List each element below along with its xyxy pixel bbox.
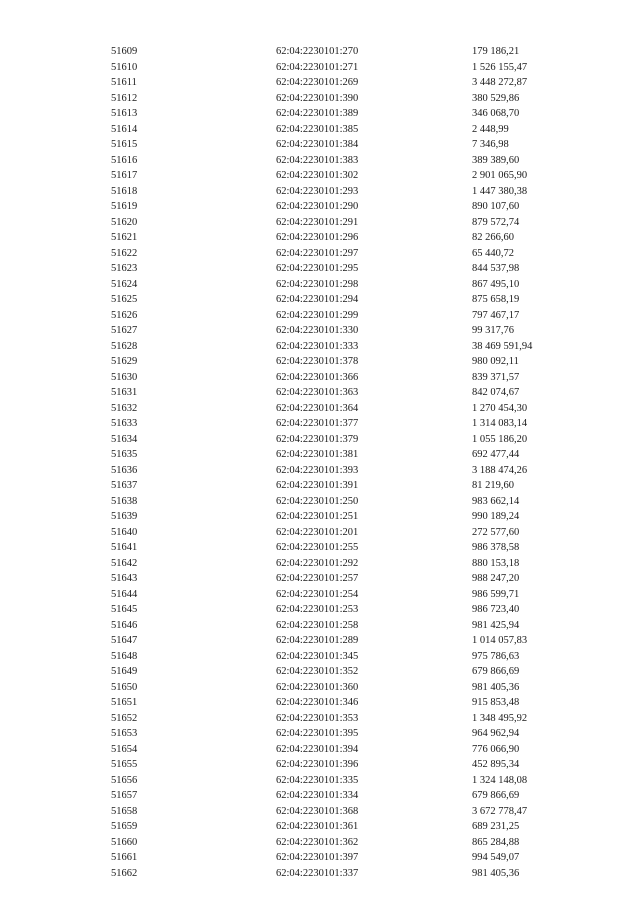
cadastral-value: 975 786,63 [472, 650, 520, 662]
row-number: 51631 [111, 387, 138, 398]
table-row [0, 137, 640, 153]
cadastral-value: 1 055 186,20 [472, 433, 528, 445]
cadastral-value: 1 014 057,83 [472, 635, 528, 646]
table-row [0, 556, 640, 572]
row-number: 51622 [111, 247, 138, 259]
cadastral-value: 272 577,60 [472, 526, 520, 538]
table-row [0, 44, 640, 60]
cadastral-value: 3 448 272,87 [472, 77, 528, 88]
row-number: 51612 [111, 92, 138, 104]
cadastral-number: 62:04:2230101:391 [276, 480, 359, 491]
cadastral-number: 62:04:2230101:377 [276, 418, 359, 429]
cadastral-value: 452 895,34 [472, 759, 520, 770]
cadastral-value: 1 526 155,47 [472, 61, 528, 73]
table-row [0, 478, 640, 494]
cadastral-number: 62:04:2230101:381 [276, 449, 359, 460]
cadastral-number: 62:04:2230101:297 [276, 247, 359, 259]
cadastral-number: 62:04:2230101:362 [276, 836, 359, 848]
cadastral-value: 1 314 083,14 [472, 418, 528, 429]
row-number: 51625 [111, 294, 138, 305]
cadastral-number: 62:04:2230101:270 [276, 46, 359, 57]
row-number: 51627 [111, 325, 138, 336]
cadastral-number: 62:04:2230101:389 [276, 108, 359, 119]
cadastral-value: 1 324 148,08 [472, 774, 528, 786]
table-row [0, 230, 640, 246]
cadastral-number: 62:04:2230101:289 [276, 635, 359, 646]
cadastral-value-table [0, 44, 640, 881]
cadastral-value: 986 723,40 [472, 604, 520, 615]
cadastral-number: 62:04:2230101:366 [276, 371, 359, 383]
row-number: 51637 [111, 480, 138, 491]
table-row [0, 587, 640, 603]
cadastral-value: 867 495,10 [472, 278, 520, 290]
cadastral-number: 62:04:2230101:368 [276, 805, 359, 817]
row-number: 51624 [111, 278, 138, 290]
table-row [0, 757, 640, 773]
cadastral-value: 915 853,48 [472, 697, 520, 708]
cadastral-number: 62:04:2230101:291 [276, 216, 359, 228]
cadastral-number: 62:04:2230101:292 [276, 557, 359, 569]
row-number: 51635 [111, 449, 138, 460]
table-row [0, 416, 640, 432]
cadastral-value: 380 529,86 [472, 92, 520, 104]
cadastral-number: 62:04:2230101:395 [276, 728, 359, 739]
row-number: 51645 [111, 604, 138, 615]
row-number: 51654 [111, 743, 138, 755]
table-row [0, 199, 640, 215]
row-number: 51621 [111, 232, 138, 243]
row-number: 51646 [111, 619, 138, 631]
cadastral-value: 839 371,57 [472, 371, 520, 383]
table-row [0, 695, 640, 711]
cadastral-number: 62:04:2230101:345 [276, 650, 359, 662]
cadastral-number: 62:04:2230101:337 [276, 867, 359, 879]
cadastral-number: 62:04:2230101:335 [276, 774, 359, 786]
table-row [0, 494, 640, 510]
row-number: 51613 [111, 108, 138, 119]
cadastral-value: 65 440,72 [472, 247, 514, 259]
cadastral-value: 842 074,67 [472, 387, 520, 398]
row-number: 51633 [111, 418, 138, 429]
table-row [0, 277, 640, 293]
table-row [0, 463, 640, 479]
table-row [0, 106, 640, 122]
row-number: 51650 [111, 681, 138, 693]
cadastral-value: 7 346,98 [472, 139, 509, 150]
cadastral-value: 890 107,60 [472, 201, 520, 212]
cadastral-value: 981 425,94 [472, 619, 520, 631]
cadastral-number: 62:04:2230101:379 [276, 433, 359, 445]
cadastral-number: 62:04:2230101:299 [276, 309, 359, 321]
row-number: 51662 [111, 867, 138, 879]
table-row [0, 680, 640, 696]
cadastral-number: 62:04:2230101:396 [276, 759, 359, 770]
cadastral-number: 62:04:2230101:296 [276, 232, 359, 243]
cadastral-value: 2 901 065,90 [472, 170, 528, 181]
cadastral-number: 62:04:2230101:361 [276, 821, 359, 832]
table-row [0, 323, 640, 339]
cadastral-number: 62:04:2230101:251 [276, 511, 359, 522]
table-row [0, 75, 640, 91]
cadastral-value: 875 658,19 [472, 294, 520, 305]
table-row [0, 432, 640, 448]
cadastral-number: 62:04:2230101:385 [276, 123, 359, 135]
table-row [0, 618, 640, 634]
table-row [0, 525, 640, 541]
cadastral-number: 62:04:2230101:330 [276, 325, 359, 336]
table-row [0, 370, 640, 386]
row-number: 51652 [111, 712, 138, 724]
row-number: 51647 [111, 635, 138, 646]
row-number: 51609 [111, 46, 138, 57]
cadastral-value: 689 231,25 [472, 821, 520, 832]
table-row [0, 153, 640, 169]
table-row [0, 571, 640, 587]
cadastral-value: 880 153,18 [472, 557, 520, 569]
cadastral-number: 62:04:2230101:295 [276, 263, 359, 274]
cadastral-value: 980 092,11 [472, 356, 519, 367]
table-row [0, 261, 640, 277]
row-number: 51659 [111, 821, 138, 832]
cadastral-value: 844 537,98 [472, 263, 520, 274]
row-number: 51632 [111, 402, 138, 414]
cadastral-number: 62:04:2230101:397 [276, 852, 359, 863]
row-number: 51656 [111, 774, 138, 786]
cadastral-number: 62:04:2230101:253 [276, 604, 359, 615]
cadastral-number: 62:04:2230101:250 [276, 495, 359, 507]
table-row [0, 649, 640, 665]
cadastral-number: 62:04:2230101:364 [276, 402, 359, 414]
cadastral-number: 62:04:2230101:383 [276, 154, 359, 166]
cadastral-value: 986 599,71 [472, 588, 520, 600]
row-number: 51640 [111, 526, 138, 538]
cadastral-value: 879 572,74 [472, 216, 520, 228]
row-number: 51660 [111, 836, 138, 848]
row-number: 51619 [111, 201, 138, 212]
row-number: 51651 [111, 697, 138, 708]
cadastral-number: 62:04:2230101:352 [276, 666, 359, 677]
table-row [0, 664, 640, 680]
table-row [0, 742, 640, 758]
cadastral-value: 3 672 778,47 [472, 805, 528, 817]
cadastral-value: 2 448,99 [472, 123, 509, 135]
cadastral-value: 1 270 454,30 [472, 402, 528, 414]
table-row [0, 122, 640, 138]
cadastral-number: 62:04:2230101:334 [276, 790, 359, 801]
cadastral-value: 981 405,36 [472, 681, 520, 693]
cadastral-value: 3 188 474,26 [472, 464, 528, 476]
cadastral-value: 82 266,60 [472, 232, 514, 243]
row-number: 51661 [111, 852, 138, 863]
row-number: 51644 [111, 588, 138, 600]
row-number: 51611 [111, 77, 137, 88]
table-row [0, 866, 640, 882]
row-number: 51636 [111, 464, 138, 476]
table-row [0, 91, 640, 107]
cadastral-number: 62:04:2230101:290 [276, 201, 359, 212]
cadastral-number: 62:04:2230101:384 [276, 139, 359, 150]
row-number: 51629 [111, 356, 138, 367]
cadastral-value: 38 469 591,94 [472, 340, 533, 352]
cadastral-number: 62:04:2230101:302 [276, 170, 359, 181]
row-number: 51616 [111, 154, 138, 166]
table-row [0, 292, 640, 308]
cadastral-value: 1 447 380,38 [472, 185, 528, 197]
cadastral-number: 62:04:2230101:294 [276, 294, 359, 305]
cadastral-value: 990 189,24 [472, 511, 520, 522]
row-number: 51643 [111, 573, 138, 584]
cadastral-value: 692 477,44 [472, 449, 520, 460]
table-row [0, 246, 640, 262]
cadastral-number: 62:04:2230101:390 [276, 92, 359, 104]
table-row [0, 184, 640, 200]
row-number: 51639 [111, 511, 138, 522]
row-number: 51657 [111, 790, 138, 801]
cadastral-number: 62:04:2230101:298 [276, 278, 359, 290]
table-row [0, 540, 640, 556]
cadastral-number: 62:04:2230101:394 [276, 743, 359, 755]
row-number: 51642 [111, 557, 138, 569]
table-row [0, 168, 640, 184]
cadastral-value: 99 317,76 [472, 325, 514, 336]
row-number: 51628 [111, 340, 138, 352]
row-number: 51655 [111, 759, 138, 770]
cadastral-number: 62:04:2230101:258 [276, 619, 359, 631]
cadastral-value: 981 405,36 [472, 867, 520, 879]
row-number: 51626 [111, 309, 138, 321]
cadastral-value: 964 962,94 [472, 728, 520, 739]
row-number: 51610 [111, 61, 138, 73]
table-row [0, 509, 640, 525]
table-row [0, 633, 640, 649]
row-number: 51648 [111, 650, 138, 662]
cadastral-value: 865 284,88 [472, 836, 520, 848]
table-row [0, 447, 640, 463]
row-number: 51623 [111, 263, 138, 274]
row-number: 51630 [111, 371, 138, 383]
table-row [0, 354, 640, 370]
cadastral-value: 179 186,21 [472, 46, 520, 57]
cadastral-number: 62:04:2230101:269 [276, 77, 359, 88]
table-row [0, 788, 640, 804]
cadastral-value: 679 866,69 [472, 790, 520, 801]
cadastral-number: 62:04:2230101:393 [276, 464, 359, 476]
table-row [0, 711, 640, 727]
cadastral-value: 994 549,07 [472, 852, 520, 863]
table-row [0, 850, 640, 866]
cadastral-value: 776 066,90 [472, 743, 520, 755]
row-number: 51617 [111, 170, 138, 181]
cadastral-number: 62:04:2230101:378 [276, 356, 359, 367]
cadastral-number: 62:04:2230101:201 [276, 526, 359, 538]
row-number: 51634 [111, 433, 138, 445]
cadastral-number: 62:04:2230101:353 [276, 712, 359, 724]
row-number: 51653 [111, 728, 138, 739]
row-number: 51618 [111, 185, 138, 197]
table-row [0, 726, 640, 742]
table-row [0, 819, 640, 835]
cadastral-value: 679 866,69 [472, 666, 520, 677]
row-number: 51620 [111, 216, 138, 228]
table-row [0, 602, 640, 618]
table-row [0, 215, 640, 231]
cadastral-value: 81 219,60 [472, 480, 514, 491]
row-number: 51658 [111, 805, 138, 817]
cadastral-value: 1 348 495,92 [472, 712, 528, 724]
row-number: 51649 [111, 666, 138, 677]
cadastral-number: 62:04:2230101:360 [276, 681, 359, 693]
cadastral-value: 797 467,17 [472, 309, 520, 321]
cadastral-value: 988 247,20 [472, 573, 520, 584]
table-row [0, 835, 640, 851]
table-row [0, 308, 640, 324]
table-row [0, 385, 640, 401]
row-number: 51615 [111, 139, 138, 150]
table-row [0, 401, 640, 417]
table-row [0, 60, 640, 76]
cadastral-value: 389 389,60 [472, 154, 520, 166]
cadastral-number: 62:04:2230101:271 [276, 61, 359, 73]
table-row [0, 804, 640, 820]
table-row [0, 773, 640, 789]
cadastral-number: 62:04:2230101:293 [276, 185, 359, 197]
cadastral-number: 62:04:2230101:254 [276, 588, 359, 600]
row-number: 51638 [111, 495, 138, 507]
cadastral-value: 986 378,58 [472, 542, 520, 553]
table-row [0, 339, 640, 355]
cadastral-value: 346 068,70 [472, 108, 520, 119]
cadastral-number: 62:04:2230101:255 [276, 542, 359, 553]
cadastral-number: 62:04:2230101:333 [276, 340, 359, 352]
cadastral-number: 62:04:2230101:363 [276, 387, 359, 398]
row-number: 51641 [111, 542, 138, 553]
cadastral-value: 983 662,14 [472, 495, 520, 507]
cadastral-number: 62:04:2230101:257 [276, 573, 359, 584]
cadastral-number: 62:04:2230101:346 [276, 697, 359, 708]
row-number: 51614 [111, 123, 138, 135]
